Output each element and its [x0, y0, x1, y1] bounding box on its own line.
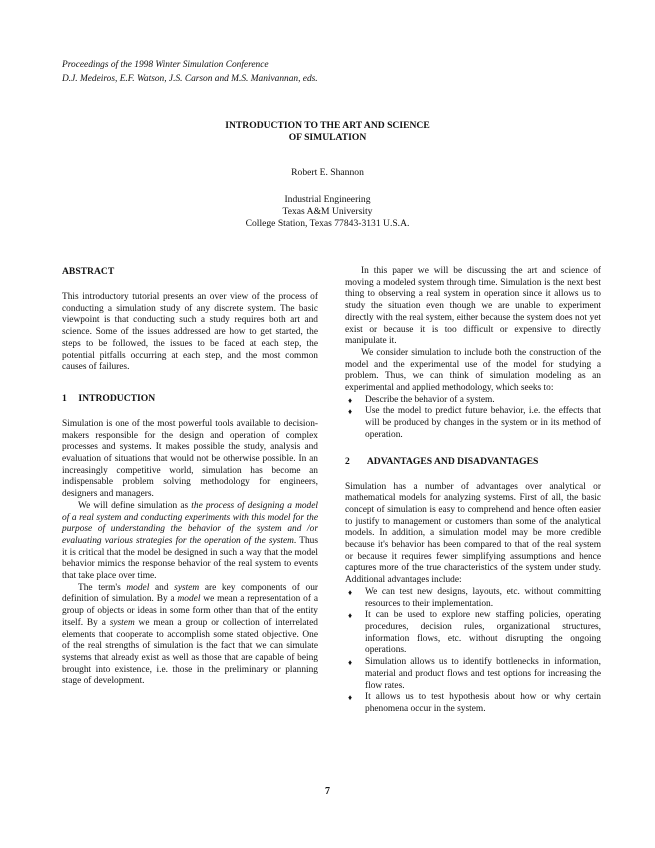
- diamond-bullet-icon: ♦: [348, 407, 353, 417]
- list-item-text: Use the model to predict future behavior, i.e. the effects that will be produced by changes in the system or in its method of operation.: [365, 406, 601, 440]
- diamond-bullet-icon: ♦: [348, 658, 353, 668]
- author-name: Robert E. Shannon: [291, 167, 364, 178]
- list-item-text: We can test new designs, layouts, etc. without committing resources to their implementation.: [365, 586, 601, 609]
- abstract-heading: ABSTRACT: [62, 266, 115, 277]
- editors-line: D.J. Medeiros, E.F. Watson, J.S. Carson and M.S. Manivannan, eds.: [62, 74, 318, 84]
- affiliation-line-1: Industrial Engineering: [284, 194, 371, 205]
- diamond-bullet-icon: ♦: [348, 693, 353, 703]
- right-paragraph-1: In this paper we will be discussing the art and science of moving a modeled system through time. Simulation is the next best thing to observing a real system in operation since it allows us to study the situation even though we are unable to experiment directly with the real system, either because the system does not yet exist or because it is too difficult or expensive to directly manipulate it.: [345, 266, 601, 347]
- intro-paragraph-3: [62, 583, 318, 688]
- list-item-text: Simulation allows us to identify bottlenecks in information, material and product flows and test options for increasing the flow rates.: [365, 657, 601, 691]
- section-1-number: 1: [62, 392, 67, 404]
- list-item: [345, 610, 601, 657]
- list-item-text: It can be used to explore new staffing policies, operating procedures, decision rules, organizational structures, information flows, etc. without disrupting the ongoing operations.: [365, 610, 601, 656]
- intro-p2-after: . Thus it is critical that the model be designed in such a way that the model behavior mimics the response behavior of the real system to events that take place over time.: [62, 535, 318, 582]
- list-item: [345, 692, 601, 715]
- intro-p3-e: we mean a group or collection of interrelated elements that cooperate to accomplish some stated objective. One of the real strengths of simulation is the fact that we can simulate systems that already exist as well as those that are capable of being brought into existence, i.e. those in the preliminary or planning stage of development.: [62, 617, 318, 687]
- proceedings-line: Proceedings of the 1998 Winter Simulation Conference: [62, 60, 269, 70]
- right-paragraph-2: We consider simulation to include both the construction of the model and the experimental use of the model for studying a problem. Thus, we can think of simulation modeling as an experimental and applied methodology, which seeks to:: [345, 347, 601, 394]
- affiliation-line-2: Texas A&M University: [282, 206, 373, 217]
- diamond-bullet-icon: ♦: [348, 395, 353, 405]
- right-column: [345, 266, 601, 716]
- section-2-heading: [345, 456, 601, 468]
- intro-p3-a: The term's: [78, 582, 127, 593]
- list-item: [345, 395, 601, 407]
- page-number: 7: [325, 786, 330, 797]
- list-item-text: Describe the behavior of a system.: [365, 394, 495, 405]
- left-column: [62, 266, 318, 688]
- term-system-2: system: [109, 617, 135, 628]
- title-line-2: OF SIMULATION: [288, 132, 367, 143]
- paper-title: [180, 120, 475, 144]
- section-1-title: INTRODUCTION: [78, 392, 156, 404]
- term-model-2: model: [177, 594, 201, 605]
- title-line-1: INTRODUCTION TO THE ART AND SCIENCE: [225, 120, 430, 131]
- intro-paragraph-1: Simulation is one of the most powerful tools available to decision-makers responsible for the design and operation of complex processes and systems. It makes possible the study, analysis and evaluation of situations that would not be otherwise possible. In an increasingly competitive world, simulation has become an indispensable problem solving methodology for engineers, designers and managers.: [62, 418, 318, 500]
- advantages-paragraph: Simulation has a number of advantages over analytical or mathematical models for analyzing systems. First of all, the basic concept of simulation is easy to comprehend and hence often easier to justify to management or customers than some of the analytical models. In addition, a simulation model may be more credible because it's behavior has been compared to that of the real system or because it requires fewer simplifying assumptions and hence captures more of the true characteristics of the system under study. Additional advantages include:: [345, 481, 601, 586]
- list-item: [345, 587, 601, 610]
- list-item: [345, 657, 601, 692]
- section-2-title: ADVANTAGES AND DISADVANTAGES: [366, 455, 539, 467]
- section-2-number: 2: [345, 455, 350, 467]
- affiliation-line-3: College Station, Texas 77843-3131 U.S.A.: [245, 218, 410, 229]
- list-item: [345, 406, 601, 441]
- intro-p2-before: We will define simulation as: [78, 500, 192, 511]
- simulation-definition: the process of designing a model of a real system and conducting experiments with this model for the purpose of understanding the behavior of the system and /or evaluating various strategies for the operation of the system: [62, 500, 318, 546]
- author-affiliation: [180, 194, 475, 230]
- intro-p3-d: we mean a representation of a group of objects or ideas in some form other than that of the entity itself. By a: [62, 594, 318, 628]
- diamond-bullet-icon: ♦: [348, 611, 353, 621]
- abstract-text: This introductory tutorial presents an over view of the process of conducting a simulation study of any discrete system. The basic viewpoint is that conducting such a study requires both art and science. Some of the issues addressed are how to get started, the steps to be followed, the issues to be faced at each step, the potential pitfalls occurring at each step, and the most common causes of failures.: [62, 292, 318, 373]
- term-system: system: [174, 582, 200, 593]
- intro-p3-b: and: [149, 582, 175, 593]
- proceedings-header: [62, 58, 582, 86]
- intro-paragraph-2: [62, 501, 318, 583]
- objectives-list: [345, 395, 601, 442]
- term-model: model: [126, 582, 150, 593]
- intro-p3-c: are key components of our definition of simulation. By a: [62, 582, 319, 605]
- diamond-bullet-icon: ♦: [348, 587, 353, 597]
- list-item-text: It allows us to test hypothesis about how or why certain phenomena occur in the system.: [365, 692, 601, 714]
- advantages-list: [345, 587, 601, 716]
- section-1-heading: [62, 393, 318, 405]
